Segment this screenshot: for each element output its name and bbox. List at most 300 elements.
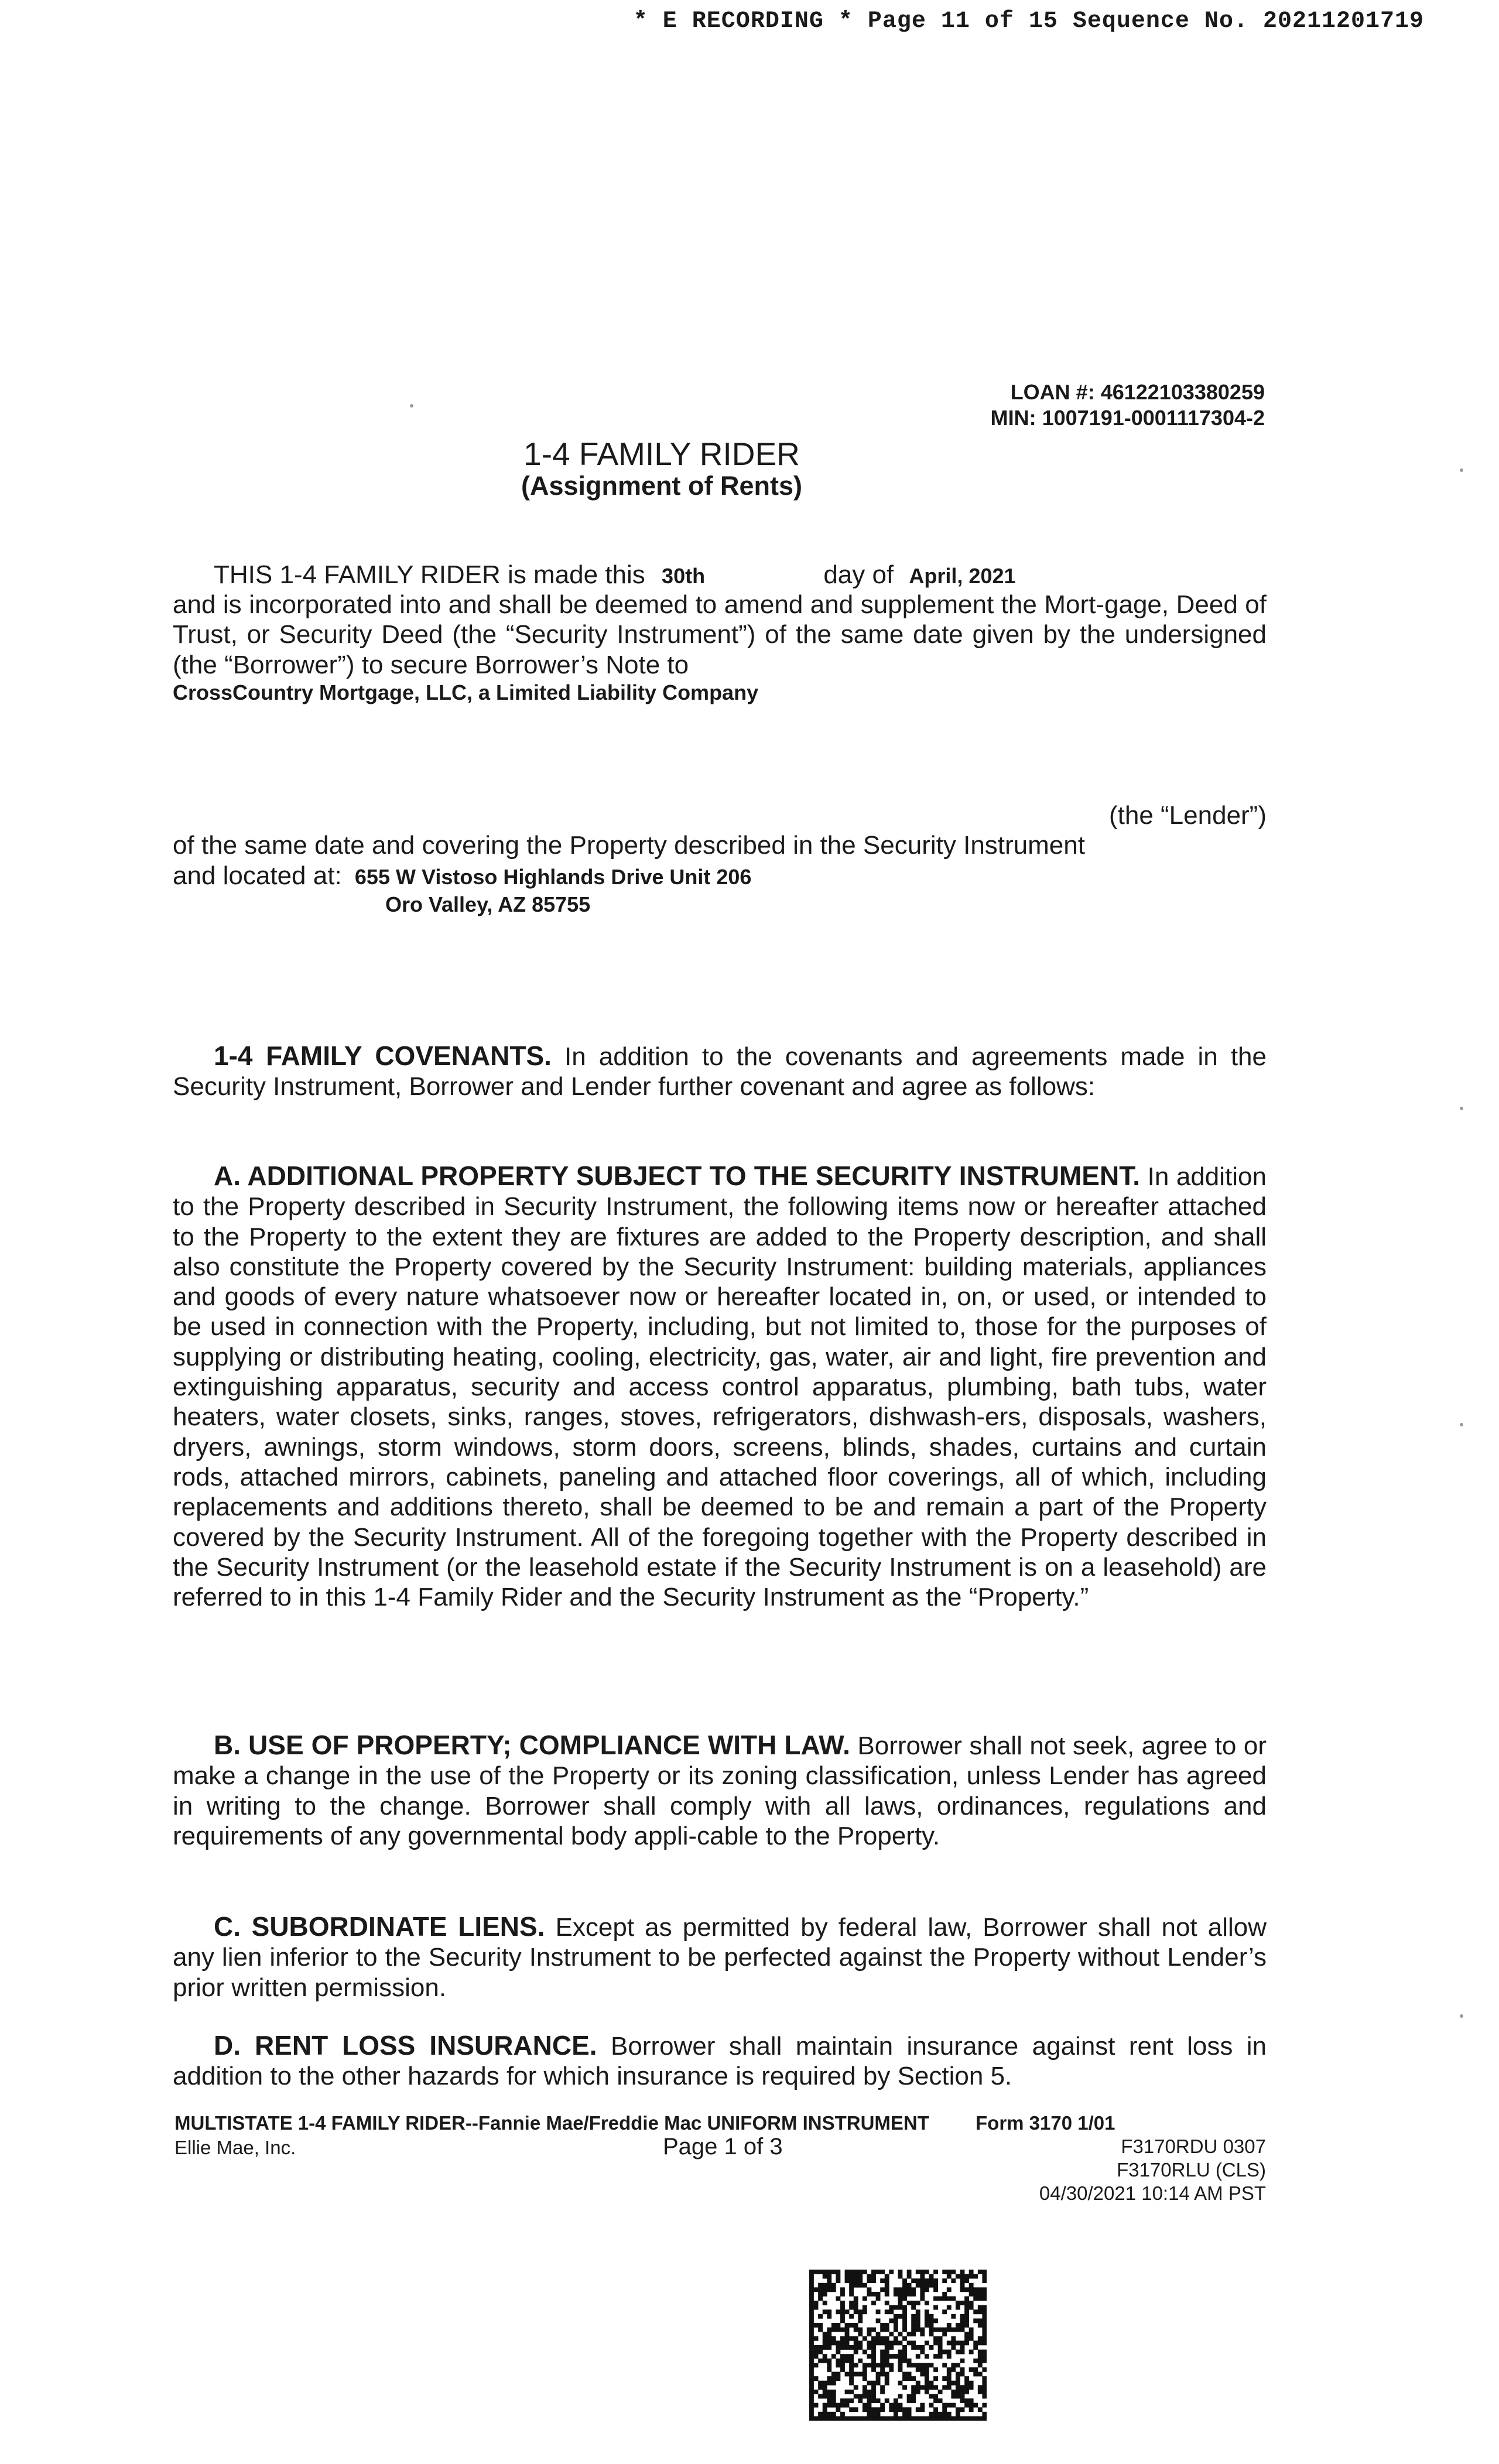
barcode-module <box>978 2390 983 2394</box>
barcode-module <box>827 2390 831 2394</box>
barcode-module <box>947 2274 952 2279</box>
barcode-module <box>876 2270 881 2274</box>
barcode-module <box>876 2372 881 2377</box>
barcode-module <box>951 2336 956 2341</box>
barcode-module <box>973 2416 978 2421</box>
barcode-module <box>840 2305 845 2310</box>
barcode-module <box>814 2305 819 2310</box>
barcode-module <box>911 2340 916 2345</box>
barcode-module <box>827 2345 831 2350</box>
barcode-module <box>876 2407 881 2412</box>
barcode-module <box>947 2354 952 2359</box>
barcode-module <box>818 2287 823 2292</box>
barcode-module <box>925 2390 929 2394</box>
barcode-module <box>831 2376 836 2381</box>
barcode-module <box>885 2292 889 2297</box>
barcode-module <box>938 2336 943 2341</box>
barcode-module <box>854 2416 858 2421</box>
footer-form-number: Form 3170 1/01 <box>976 2112 1115 2134</box>
barcode-module <box>960 2283 965 2288</box>
barcode-module <box>964 2309 969 2314</box>
barcode-module <box>920 2372 925 2377</box>
barcode-module <box>982 2359 987 2363</box>
footer-page: Page 1 of 3 <box>663 2134 783 2160</box>
barcode-module <box>929 2323 934 2328</box>
barcode-module <box>982 2350 987 2355</box>
barcode-module <box>902 2297 907 2301</box>
barcode-module <box>929 2403 934 2408</box>
barcode-module <box>969 2398 974 2403</box>
barcode-module <box>978 2336 983 2341</box>
scan-speck <box>410 404 413 408</box>
barcode-module <box>854 2283 858 2288</box>
barcode-module <box>867 2354 871 2359</box>
barcode-module <box>973 2309 978 2314</box>
footer-code2: F3170RLU (CLS) <box>1117 2159 1266 2181</box>
barcode-module <box>951 2328 956 2332</box>
barcode-module <box>898 2416 903 2421</box>
barcode-module <box>969 2292 974 2297</box>
barcode-module <box>911 2301 916 2305</box>
barcode-module <box>982 2336 987 2341</box>
barcode-module <box>916 2283 920 2288</box>
barcode-module <box>894 2403 898 2408</box>
barcode-module <box>885 2323 889 2328</box>
barcode-module <box>942 2416 947 2421</box>
barcode-module <box>867 2403 871 2408</box>
barcode-module <box>911 2345 916 2350</box>
barcode-module <box>929 2274 934 2279</box>
month-year-value: April, 2021 <box>909 564 1016 588</box>
barcode-module <box>956 2412 960 2417</box>
barcode-module <box>978 2323 983 2328</box>
barcode-module <box>854 2394 858 2398</box>
barcode-module <box>902 2354 907 2359</box>
barcode-module <box>902 2323 907 2328</box>
barcode-module <box>925 2278 929 2283</box>
barcode-module <box>925 2363 929 2367</box>
barcode-module <box>880 2372 885 2377</box>
barcode-module <box>925 2318 929 2323</box>
barcode-module <box>947 2270 952 2274</box>
barcode-module <box>876 2336 881 2341</box>
barcode-module <box>898 2367 903 2372</box>
barcode-module <box>845 2340 850 2345</box>
barcode-module <box>982 2287 987 2292</box>
barcode-module <box>836 2372 840 2377</box>
barcode-module <box>818 2283 823 2288</box>
barcode-module <box>867 2278 871 2283</box>
barcode-module <box>863 2363 867 2367</box>
barcode-module <box>920 2385 925 2390</box>
barcode-module <box>858 2314 863 2319</box>
barcode-module <box>929 2381 934 2386</box>
barcode-module <box>907 2398 912 2403</box>
barcode-module <box>885 2278 889 2283</box>
barcode-module <box>849 2390 854 2394</box>
barcode-module <box>898 2354 903 2359</box>
barcode-module <box>933 2336 938 2341</box>
barcode-module <box>840 2359 845 2363</box>
barcode-module <box>907 2407 912 2412</box>
barcode-module <box>929 2394 934 2398</box>
barcode-module <box>960 2407 965 2412</box>
barcode-module <box>823 2309 827 2314</box>
barcode-module <box>876 2332 881 2336</box>
barcode-module <box>867 2390 871 2394</box>
barcode-module <box>929 2416 934 2421</box>
barcode-module <box>973 2287 978 2292</box>
barcode-module <box>969 2336 974 2341</box>
barcode-module <box>858 2345 863 2350</box>
barcode-module <box>849 2323 854 2328</box>
barcode-module <box>885 2354 889 2359</box>
barcode-module <box>831 2403 836 2408</box>
barcode-module <box>836 2297 840 2301</box>
barcode-module <box>858 2359 863 2363</box>
barcode-module <box>911 2278 916 2283</box>
barcode-module <box>938 2328 943 2332</box>
barcode-module <box>840 2363 845 2367</box>
barcode-module <box>978 2270 983 2274</box>
barcode-module <box>814 2416 819 2421</box>
barcode-module <box>809 2350 814 2355</box>
day-of-label: day of <box>823 560 894 589</box>
barcode-module <box>858 2372 863 2377</box>
barcode-module <box>854 2345 858 2350</box>
barcode-module <box>902 2292 907 2297</box>
barcode-module <box>947 2403 952 2408</box>
barcode-module <box>876 2416 881 2421</box>
barcode-module <box>876 2292 881 2297</box>
barcode-module <box>845 2323 850 2328</box>
barcode-module <box>871 2416 876 2421</box>
barcode-module <box>920 2292 925 2297</box>
barcode-module <box>894 2336 898 2341</box>
barcode-module <box>858 2332 863 2336</box>
barcode-module <box>836 2270 840 2274</box>
barcode-module <box>889 2340 894 2345</box>
section-a <box>173 1161 1267 1612</box>
barcode-module <box>956 2274 960 2279</box>
barcode-module <box>956 2363 960 2367</box>
barcode-module <box>889 2309 894 2314</box>
barcode-module <box>925 2385 929 2390</box>
barcode-module <box>818 2297 823 2301</box>
barcode-module <box>863 2297 867 2301</box>
barcode-module <box>894 2340 898 2345</box>
barcode-module <box>911 2385 916 2390</box>
barcode-module <box>809 2323 814 2328</box>
address-line1: 655 W Vistoso Highlands Drive Unit 206 <box>354 865 752 889</box>
barcode-module <box>969 2283 974 2288</box>
barcode-module <box>898 2363 903 2367</box>
barcode-module <box>956 2407 960 2412</box>
barcode-module <box>863 2283 867 2288</box>
barcode-module <box>929 2385 934 2390</box>
barcode-module <box>854 2407 858 2412</box>
barcode-module <box>920 2332 925 2336</box>
barcode-module <box>836 2407 840 2412</box>
barcode-module <box>880 2367 885 2372</box>
barcode-module <box>827 2328 831 2332</box>
barcode-module <box>898 2297 903 2301</box>
barcode-module <box>827 2363 831 2367</box>
barcode-module <box>969 2385 974 2390</box>
barcode-module <box>894 2292 898 2297</box>
min-number: MIN: 1007191-0001117304-2 <box>990 406 1265 430</box>
barcode-module <box>947 2350 952 2355</box>
barcode-module <box>978 2385 983 2390</box>
barcode-module <box>831 2412 836 2417</box>
barcode-module <box>969 2332 974 2336</box>
barcode-module <box>854 2274 858 2279</box>
footer-vendor: Ellie Mae, Inc. <box>174 2137 296 2158</box>
covering-text: of the same date and covering the Property described in the Security Instrument <box>173 831 1085 860</box>
barcode-module <box>827 2309 831 2314</box>
barcode-module <box>942 2403 947 2408</box>
barcode-module <box>854 2363 858 2367</box>
barcode-module <box>942 2328 947 2332</box>
address-line2: Oro Valley, AZ 85755 <box>385 892 591 916</box>
barcode-module <box>809 2416 814 2421</box>
barcode-module <box>863 2385 867 2390</box>
barcode-module <box>907 2372 912 2377</box>
barcode-module <box>982 2292 987 2297</box>
barcode-module <box>951 2345 956 2350</box>
located-label: and located at: <box>173 861 342 890</box>
barcode-module <box>863 2390 867 2394</box>
barcode-module <box>840 2301 845 2305</box>
section-d-heading: D. RENT LOSS INSURANCE. <box>214 2030 597 2061</box>
barcode-module <box>809 2367 814 2372</box>
barcode-module <box>814 2301 819 2305</box>
barcode-module <box>880 2359 885 2363</box>
barcode-module <box>871 2385 876 2390</box>
barcode-module <box>827 2278 831 2283</box>
barcode-module <box>849 2345 854 2350</box>
barcode-module <box>889 2345 894 2350</box>
barcode-module <box>845 2354 850 2359</box>
barcode-module <box>911 2318 916 2323</box>
barcode-module <box>840 2318 845 2323</box>
barcode-module <box>845 2359 850 2363</box>
barcode-module <box>809 2336 814 2341</box>
barcode-module <box>871 2381 876 2386</box>
barcode-module <box>840 2314 845 2319</box>
barcode-module <box>876 2381 881 2386</box>
barcode-module <box>956 2328 960 2332</box>
barcode-module <box>947 2412 952 2417</box>
barcode-module <box>898 2292 903 2297</box>
barcode-module <box>823 2390 827 2394</box>
barcode-module <box>978 2340 983 2345</box>
barcode-module <box>902 2412 907 2417</box>
barcode-module <box>960 2416 965 2421</box>
barcode-module <box>871 2336 876 2341</box>
barcode-module <box>929 2363 934 2367</box>
barcode-module <box>969 2407 974 2412</box>
barcode-module <box>956 2394 960 2398</box>
barcode-module <box>827 2283 831 2288</box>
located-line <box>173 861 1267 892</box>
barcode-module <box>938 2297 943 2301</box>
footer-form-title: MULTISTATE 1-4 FAMILY RIDER--Fannie Mae/Freddie Mac UNIFORM INSTRUMENT <box>174 2112 929 2134</box>
barcode-module <box>920 2297 925 2301</box>
barcode-module <box>871 2328 876 2332</box>
barcode-module <box>947 2416 952 2421</box>
barcode-module <box>933 2385 938 2390</box>
barcode-module <box>947 2287 952 2292</box>
barcode-module <box>956 2416 960 2421</box>
barcode-module <box>871 2390 876 2394</box>
barcode-module <box>911 2363 916 2367</box>
barcode-module <box>831 2372 836 2377</box>
barcode-module <box>929 2278 934 2283</box>
barcode-module <box>956 2372 960 2377</box>
barcode-module <box>911 2328 916 2332</box>
barcode-module <box>823 2359 827 2363</box>
barcode-module <box>823 2270 827 2274</box>
barcode-module <box>840 2309 845 2314</box>
barcode-module <box>814 2403 819 2408</box>
barcode-module <box>925 2301 929 2305</box>
barcode-module <box>849 2287 854 2292</box>
barcode-module <box>920 2416 925 2421</box>
barcode-module <box>938 2354 943 2359</box>
barcode-module <box>809 2305 814 2310</box>
barcode-module <box>942 2412 947 2417</box>
barcode-module <box>876 2363 881 2367</box>
loan-info <box>943 379 1265 431</box>
barcode-module <box>889 2416 894 2421</box>
barcode-module <box>854 2385 858 2390</box>
barcode-module <box>854 2270 858 2274</box>
barcode-module <box>845 2403 850 2408</box>
barcode-module <box>920 2407 925 2412</box>
barcode-module <box>809 2385 814 2390</box>
barcode-module <box>920 2270 925 2274</box>
barcode-module <box>907 2340 912 2345</box>
barcode-module <box>982 2318 987 2323</box>
barcode-module <box>907 2301 912 2305</box>
barcode-module <box>982 2381 987 2386</box>
barcode-module <box>978 2287 983 2292</box>
barcode-module <box>889 2270 894 2274</box>
barcode-module <box>894 2287 898 2292</box>
barcode-module <box>809 2394 814 2398</box>
barcode-module <box>880 2287 885 2292</box>
barcode-module <box>916 2367 920 2372</box>
barcode-module <box>876 2309 881 2314</box>
barcode-module <box>849 2398 854 2403</box>
barcode-module <box>911 2390 916 2394</box>
barcode-module <box>823 2340 827 2345</box>
barcode-module <box>836 2416 840 2421</box>
barcode-module <box>964 2385 969 2390</box>
barcode-module <box>809 2372 814 2377</box>
barcode-module <box>942 2270 947 2274</box>
barcode-module <box>836 2345 840 2350</box>
barcode-module <box>969 2270 974 2274</box>
barcode-module <box>827 2398 831 2403</box>
barcode-module <box>854 2305 858 2310</box>
barcode-module <box>933 2305 938 2310</box>
barcode-module <box>809 2345 814 2350</box>
section-a-heading: A. ADDITIONAL PROPERTY SUBJECT TO THE SECURITY INSTRUMENT. <box>214 1161 1140 1191</box>
barcode-module <box>973 2359 978 2363</box>
barcode-module <box>818 2381 823 2386</box>
barcode-module <box>809 2309 814 2314</box>
barcode-module <box>858 2394 863 2398</box>
barcode-module <box>809 2403 814 2408</box>
barcode-module <box>867 2398 871 2403</box>
barcode-module <box>982 2367 987 2372</box>
barcode-module <box>978 2354 983 2359</box>
barcode-module <box>831 2398 836 2403</box>
barcode-module <box>823 2381 827 2386</box>
barcode-module <box>938 2412 943 2417</box>
barcode-module <box>854 2336 858 2341</box>
barcode-module <box>982 2416 987 2421</box>
barcode-module <box>898 2274 903 2279</box>
barcode-module <box>938 2398 943 2403</box>
barcode-module <box>831 2340 836 2345</box>
barcode-module <box>964 2287 969 2292</box>
barcode-module <box>876 2340 881 2345</box>
barcode-module <box>889 2354 894 2359</box>
barcode-module <box>942 2309 947 2314</box>
barcode-module <box>929 2314 934 2319</box>
barcode-module <box>823 2332 827 2336</box>
barcode-module <box>898 2301 903 2305</box>
barcode-module <box>849 2376 854 2381</box>
barcode-module <box>960 2390 965 2394</box>
barcode-module <box>960 2359 965 2363</box>
barcode-module <box>964 2297 969 2301</box>
barcode-module <box>907 2363 912 2367</box>
barcode-module <box>840 2354 845 2359</box>
barcode-module <box>871 2363 876 2367</box>
barcode-module <box>911 2305 916 2310</box>
barcode-module <box>885 2340 889 2345</box>
barcode-module <box>942 2407 947 2412</box>
barcode-module <box>845 2416 850 2421</box>
barcode-module <box>836 2328 840 2332</box>
barcode-module <box>894 2328 898 2332</box>
barcode-module <box>849 2305 854 2310</box>
barcode-module <box>907 2359 912 2363</box>
barcode-module <box>902 2283 907 2288</box>
barcode-module <box>951 2314 956 2319</box>
barcode-module <box>849 2367 854 2372</box>
barcode-module <box>902 2407 907 2412</box>
barcode-module <box>871 2407 876 2412</box>
barcode-module <box>880 2363 885 2367</box>
barcode-module <box>982 2385 987 2390</box>
barcode-module <box>942 2385 947 2390</box>
barcode-module <box>947 2305 952 2310</box>
barcode-module <box>916 2354 920 2359</box>
barcode-module <box>920 2350 925 2355</box>
barcode-module <box>982 2376 987 2381</box>
barcode-module <box>925 2354 929 2359</box>
barcode-module <box>858 2318 863 2323</box>
barcode-module <box>978 2416 983 2421</box>
barcode-module <box>925 2367 929 2372</box>
barcode-module <box>871 2354 876 2359</box>
barcode-module <box>831 2270 836 2274</box>
